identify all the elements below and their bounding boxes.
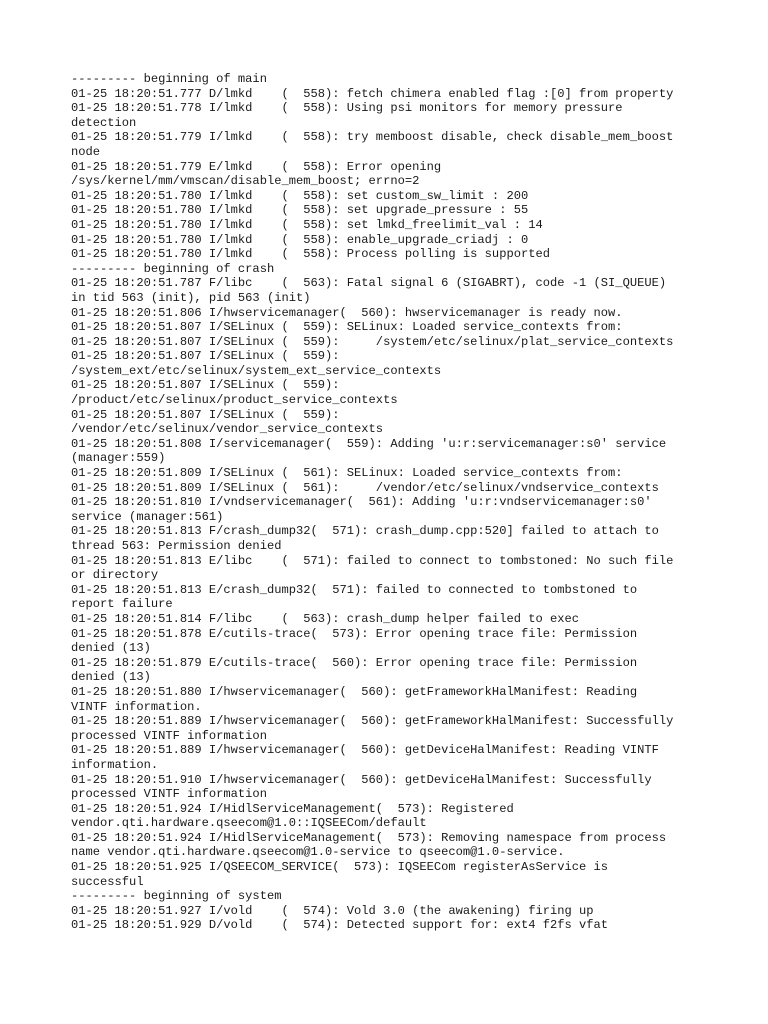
- log-line: 01-25 18:20:51.927 I/vold ( 574): Vold 3.0 (the awakening) firing up: [71, 903, 594, 918]
- log-document: [71, 72, 711, 933]
- log-line: or directory: [71, 568, 159, 583]
- log-line: /system_ext/etc/selinux/system_ext_service_contexts: [71, 363, 442, 378]
- log-line: 01-25 18:20:51.779 E/lmkd ( 558): Error opening: [71, 159, 442, 174]
- log-line: 01-25 18:20:51.929 D/vold ( 574): Detected support for: ext4 f2fs vfat: [71, 918, 609, 933]
- log-line: information.: [71, 757, 159, 772]
- log-line: service (manager:561): [71, 509, 224, 524]
- log-line: report failure: [71, 597, 173, 612]
- log-line: denied (13): [71, 641, 151, 656]
- log-line: 01-25 18:20:51.813 F/crash_dump32( 571): crash_dump.cpp:520] failed to attach to: [71, 524, 659, 539]
- log-line: (manager:559): [71, 451, 166, 466]
- log-line: 01-25 18:20:51.878 E/cutils-trace( 573): Error opening trace file: Permission: [71, 626, 638, 641]
- log-line: 01-25 18:20:51.780 I/lmkd ( 558): set custom_sw_limit : 200: [71, 188, 529, 203]
- log-line: 01-25 18:20:51.780 I/lmkd ( 558): set lmkd_freelimit_val : 14: [71, 217, 543, 232]
- log-line: processed VINTF information: [71, 787, 267, 802]
- log-line: detection: [71, 115, 137, 130]
- log-line: processed VINTF information: [71, 728, 267, 743]
- log-line: /vendor/etc/selinux/vendor_service_contexts: [71, 422, 384, 437]
- log-line: 01-25 18:20:51.779 I/lmkd ( 558): try memboost disable, check disable_mem_boost: [71, 130, 674, 145]
- log-line: 01-25 18:20:51.778 I/lmkd ( 558): Using psi monitors for memory pressure: [71, 101, 623, 116]
- log-line: 01-25 18:20:51.813 E/crash_dump32( 571): failed to connected to tombstoned to: [71, 582, 638, 597]
- log-line: 01-25 18:20:51.780 I/lmkd ( 558): set upgrade_pressure : 55: [71, 203, 529, 218]
- log-line: 01-25 18:20:51.787 F/libc ( 563): Fatal signal 6 (SIGABRT), code -1 (SI_QUEUE): [71, 276, 667, 291]
- log-line: /product/etc/selinux/product_service_contexts: [71, 393, 398, 408]
- log-line: 01-25 18:20:51.910 I/hwservicemanager( 560): getDeviceHalManifest: Successfully: [71, 772, 652, 787]
- log-line: node: [71, 144, 101, 159]
- log-line: 01-25 18:20:51.924 I/HidlServiceManagement( 573): Registered: [71, 801, 514, 816]
- log-line: thread 563: Permission denied: [71, 539, 282, 553]
- log-line: in tid 563 (init), pid 563 (init): [71, 290, 311, 305]
- log-line: 01-25 18:20:51.925 I/QSEECOM_SERVICE( 573): IQSEECom registerAsService is: [71, 860, 609, 875]
- log-line: 01-25 18:20:51.809 I/SELinux ( 561): /vendor/etc/selinux/vndservice_contexts: [71, 480, 659, 495]
- log-line: 01-25 18:20:51.889 I/hwservicemanager( 560): getDeviceHalManifest: Reading VINTF: [71, 743, 659, 758]
- log-line: 01-25 18:20:51.780 I/lmkd ( 558): enable_upgrade_criadj : 0: [71, 232, 529, 247]
- log-line: 01-25 18:20:51.807 I/SELinux ( 559): /system/etc/selinux/plat_service_contexts: [71, 334, 674, 349]
- log-line: denied (13): [71, 670, 151, 685]
- log-line: 01-25 18:20:51.807 I/SELinux ( 559):: [71, 349, 340, 364]
- log-line: 01-25 18:20:51.780 I/lmkd ( 558): Process polling is supported: [71, 247, 550, 262]
- log-line: vendor.qti.hardware.qseecom@1.0::IQSEECom/default: [71, 816, 427, 831]
- log-line: 01-25 18:20:51.807 I/SELinux ( 559): SELinux: Loaded service_contexts from:: [71, 320, 623, 335]
- log-line: 01-25 18:20:51.777 D/lmkd ( 558): fetch chimera enabled flag :[0] from property: [71, 86, 674, 101]
- log-line: --------- beginning of system: [71, 889, 282, 904]
- log-line: VINTF information.: [71, 699, 202, 714]
- log-line: name vendor.qti.hardware.qseecom@1.0-service to qseecom@1.0-service.: [71, 845, 565, 860]
- log-line: 01-25 18:20:51.807 I/SELinux ( 559):: [71, 378, 340, 393]
- log-line: 01-25 18:20:51.924 I/HidlServiceManagement( 573): Removing namespace from process: [71, 830, 667, 845]
- log-line: 01-25 18:20:51.879 E/cutils-trace( 560): Error opening trace file: Permission: [71, 655, 638, 670]
- log-line: 01-25 18:20:51.810 I/vndservicemanager( 561): Adding 'u:r:vndservicemanager:s0': [71, 495, 652, 510]
- log-line: 01-25 18:20:51.813 E/libc ( 571): failed to connect to tombstoned: No such file: [71, 553, 674, 568]
- log-line: 01-25 18:20:51.808 I/servicemanager( 559): Adding 'u:r:servicemanager:s0' service: [71, 436, 667, 451]
- log-line: successful: [71, 874, 144, 889]
- log-line: 01-25 18:20:51.806 I/hwservicemanager( 560): hwservicemanager is ready now.: [71, 305, 623, 320]
- log-line: 01-25 18:20:51.807 I/SELinux ( 559):: [71, 407, 340, 422]
- log-line: 01-25 18:20:51.809 I/SELinux ( 561): SELinux: Loaded service_contexts from:: [71, 466, 623, 481]
- log-line: --------- beginning of main: [71, 72, 267, 86]
- log-line: --------- beginning of crash: [71, 261, 275, 276]
- log-line: 01-25 18:20:51.880 I/hwservicemanager( 560): getFrameworkHalManifest: Reading: [71, 684, 638, 699]
- log-line: 01-25 18:20:51.814 F/libc ( 563): crash_dump helper failed to exec: [71, 611, 580, 626]
- log-line: 01-25 18:20:51.889 I/hwservicemanager( 560): getFrameworkHalManifest: Successfully: [71, 714, 674, 729]
- log-line: /sys/kernel/mm/vmscan/disable_mem_boost; errno=2: [71, 174, 420, 189]
